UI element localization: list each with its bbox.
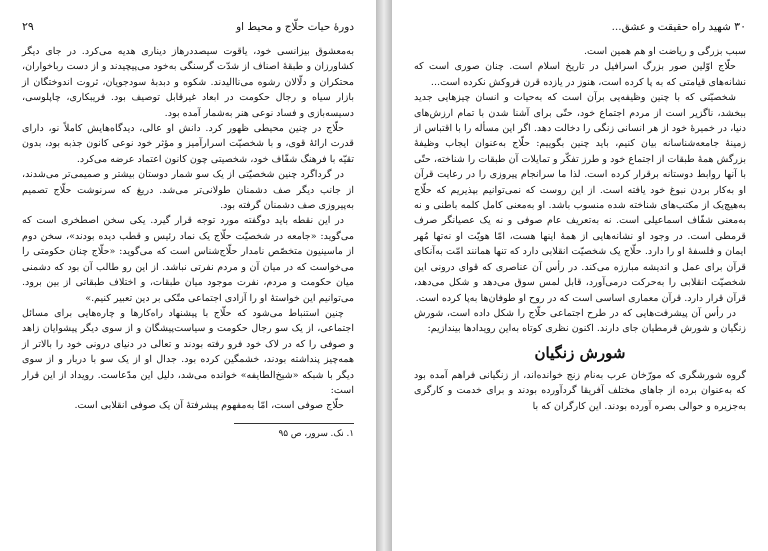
- left-footnote: ۱. نک. سرور، ص ۹۵: [278, 428, 354, 439]
- left-paragraph: حلّاج در چنین محیطی ظهور کرد. دانش او عالی، دیدگاه‌هایش کاملاً نو، دارای قدرت ارائهٔ قوی، و با شخصیّت اسرارآمیز و مؤثر خود نوعی کانون جذبه بود، بدون تقیّه با فرهنگ شفّاف خود، شخصیتی چون کانون اعتماد عرضه می‌کرد.: [22, 123, 354, 165]
- left-page-header: [22, 20, 354, 38]
- left-paragraph: به‌معشوق بیزانسی خود، یاقوت سیصددرهاز دیناری هدیه می‌کرد. در جای دیگر کشاورزان و طبقهٔ اصناف از شدّت گرسنگی به‌خود می‌پیچیدند و از دست رباخواران، محتکران و دلّالان رشوه می‌ناالیدند. شکوه و دبدبهٔ سودجویان، ثروت اندوختگان از بازار سیاه و رجال حکومت در ابعاد غیرقابل توصیف بود. فریبکاری، چاپلوسی، دسیسه‌بازی و فساد نوعی هنر به‌شمار آمده بود.: [22, 46, 354, 119]
- section-paragraph: گروه شورشگری که مورّخان عرب به‌نام زنج خوانده‌اند، از زنگیانی فراهم آمده بود که به‌عنوان برده از جاهای مختلف آفریقا گردآورده بودند و برای خدمت و کارگری به‌جزیره و حوالی بصره آورده بودند. این کارگران که با: [414, 369, 746, 412]
- left-paragraph: در این نقطه باید دوگفته مورد توجه قرار گیرد. یکی سخن اصطخری است که می‌گوید: «جامعه در شخصیّت حلّاج یک نماد رئیس و قطب دیده بودند»، سخن دوم از ماسینیون متخصّص نامدار حلّاج‌شناس است که می‌گوید: «حلّاج چنان حکومتی را می‌خواست که در میان آن و مردم نفرتی نباشد. از این رو طالب آن بود که دشمنی میان حکومت و مردم، نفرت موجود میان طبقات، و اختلاف طبقاتی از بین برود. می‌توانیم این خواستهٔ او را آزادی اجتماعی متّکی بر دین تعبیر کنیم.»: [22, 215, 354, 304]
- right-header-title: شهید راه حقیقت و عشق...: [611, 21, 731, 33]
- left-paragraph: حلّاج صوفی است، امّا به‌مفهوم پیشرفتهٔ آن یک صوفی انقلابی است.: [74, 400, 344, 412]
- book-gutter: [376, 0, 392, 551]
- right-paragraph: سبب بزرگی و ریاضت او هم همین است.: [583, 46, 746, 57]
- left-paragraph: چنین استنباط می‌شود که حلّاج با پیشنهاد راه‌کارها و چاره‌هایی برای مسائل اجتماعی، از یک سو رجال حکومت و سیاست‌پیشگان و از سوی دیگر پیشوایان زاهد و صوفی را که در لاک خود فرو رفته بودند و تعالی در دنیای درونی خود را بالاتر از همه‌چیز پنداشته بودند، خشمگین کرده بود. جدال او از یک سو با دربار و از سوی دیگر با شبکه «شیخ‌الطایفه» خوانده می‌شد، دلیل این مدّعاست. رویداد از این قرار است:: [22, 307, 354, 396]
- right-page-number: ۳۰: [734, 20, 746, 33]
- right-page: [392, 0, 768, 551]
- left-paragraph: در گرداگرد چنین شخصیّتی از یک سو شمار دوستان بیشتر و صمیمی‌تر می‌شدند، از جانب دیگر صف دشمنان طولانی‌تر می‌شد. دریغ که سرنوشت حلّاج تصمیم به‌پیروزی صف دشمنان گرفته بود.: [22, 169, 354, 212]
- left-page: [0, 0, 376, 551]
- right-running-title: [612, 20, 746, 33]
- left-page-body: [22, 44, 354, 441]
- footnote-rule: [234, 423, 354, 424]
- right-paragraph: شخصیّتی که با چنین وظیفه‌یی برآن است که به‌حیات و انسان چیزهایی جدید ببخشد، ناگزیر است از مردم اجتماع خود، حتّی برای آشنا شدن با تمام ارزش‌های دنیا، در خمیرهٔ خود از هر انسانی زنگی را دخالت دهد. اگر این مسأله را با اقتباس از زمینهٔ جامعه‌شناسانه بیان کنیم، باید چنین بگوییم: حلّاج به‌عنوان ایجاب وظیفهٔ بزرگش همهٔ طبقات از اجتماع خود و طرز تفکّر و تمایلات آن طبقات را شناخته، حتّی با آنها روابط دوستانه برقرار کرده است. لذا ما سرانجام پیروزی را در رعایت قرآن او به‌کار بردن نبوغ خود یافته است. از این روست که نمی‌توانیم بپذیریم که حلّاج به‌هیچ‌یک از مکتب‌های شناخته شده منسوب باشد. او به‌معنی کامل کلمه باطنی و نه به‌معنی شفّاف اسماعیلی است. نه به‌تعریف عام صوفی و نه یک عصیانگر صرف قرمطی است. در وجود او نشانه‌هایی از همهٔ اینها هست، امّا هویّت او نه‌تها مُهر ایمان و فلسفهٔ او را دارد. حلّاج یک شخصیّت انقلابی دارد که تنها همانند امّت به‌آنکای قرآن برای عمل و اندیشه مبارزه می‌کند. در رأس آن عناصری که قوای درونی این شخصیّت انقلابی را به‌حرکت درمی‌آورد، قابل لمس سوق می‌دهد و شکل می‌دهد، قرآن قرار دارد. قرآن معماری اساسی است که در روح او طوفان‌ها به‌پا کرده است.: [414, 92, 746, 304]
- left-running-title: دورهٔ حیات حلّاج و محیط او: [236, 21, 354, 33]
- left-page-number: ۲۹: [22, 20, 34, 33]
- right-paragraph: در رأس آن پیشرفت‌هایی که در طرح اجتماعی حلّاج را شکل داده است، شورش زنگیان و شورش قرمطیان جای دارند. اکنون نظری کوتاه به‌این رویدادها بیندازیم:: [414, 307, 746, 335]
- right-paragraph: حلّاج اوّلین صور بزرگ اسرافیل در تاریخ اسلام است. چنان صوری است که نشانه‌های قیامتی که به پا کرده است، هنوز در یازده قرن فروکش نکرده است...: [414, 61, 746, 88]
- right-page-header: [414, 20, 746, 38]
- right-page-body: [414, 44, 746, 414]
- section-heading: شورش زنگیان: [534, 343, 626, 362]
